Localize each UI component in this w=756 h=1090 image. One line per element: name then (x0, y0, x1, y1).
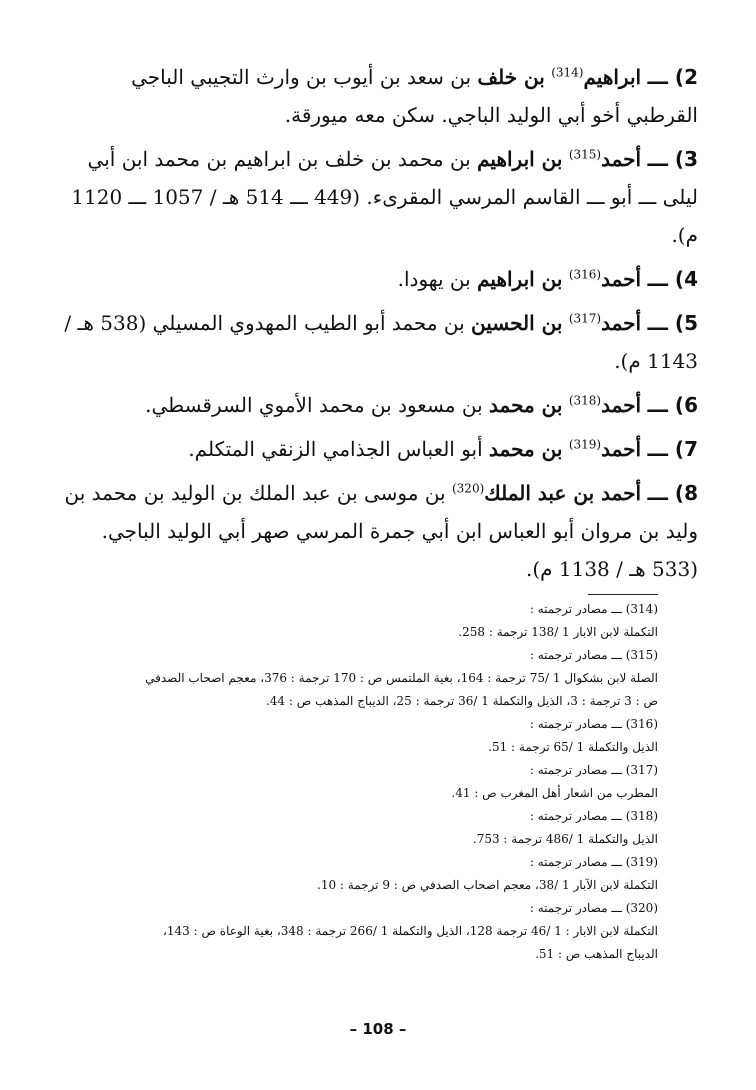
footnote-source: التكملة لابن الابار : 1 /46 ترجمة 128، الذيل والتكملة 1 /266 ترجمة : 348، بغية الوعاة ص : 143، (163, 924, 658, 938)
footnote-heading: (318) ـــ مصادر ترجمته : (529, 809, 658, 823)
footnote-ref: (315) (568, 147, 602, 162)
footnote-separator (588, 594, 658, 595)
entry-name: أحمد (601, 267, 642, 291)
footnote-source: الذيل والتكملة 1 /65 ترجمة : 51. (488, 740, 658, 754)
entry-lineage: بن الحسين (471, 311, 563, 335)
entry-4 (56, 260, 698, 298)
footnote-ref: (317) (568, 311, 602, 326)
footnote-heading: (319) ـــ مصادر ترجمته : (529, 855, 658, 869)
entry-text: أبو العباس الجذامي الزنقي المتكلم. (188, 437, 490, 461)
entry-text: بن محمد بن خلف بن ابراهيم بن محمد ابن أبي ليلى ـــ أبو ـــ القاسم المرسي المقرىء. (449 ـــ 514 هـ / 1057 ـــ 1120 م). (71, 147, 698, 247)
entry-3 (56, 140, 698, 254)
entry-name: أحمد (601, 393, 642, 417)
entry-6 (56, 386, 698, 424)
entry-text: بن سعد بن أيوب بن وارث التجيبي الباجي القرطبي أخو أبي الوليد الباجي. سكن معه ميورقة. (131, 65, 698, 127)
entry-number: 4) ـــ (647, 267, 698, 291)
entry-number: 8) ـــ (647, 481, 698, 505)
footnote-source: المطرب من اشعار أهل المغرب ص : 41. (451, 786, 658, 800)
footnote-source: ص : 3 ترجمة : 3، الذيل والتكملة 1 /36 ترجمة : 25، الديباج المذهب ص : 44. (265, 694, 658, 708)
footnote-ref: (320) (451, 481, 485, 496)
entry-5 (56, 304, 698, 380)
footnote-source: الذيل والتكملة 1 /486 ترجمة : 753. (472, 832, 658, 846)
entry-text: بن موسى بن عبد الملك بن الوليد بن محمد بن وليد بن مروان أبو العباس ابن أبي جمرة المرسي صهر أبي الوليد الباجي. (533 هـ / 1138 م). (64, 481, 698, 581)
entry-lineage: بن ابراهيم (477, 147, 563, 171)
entry-number: 3) ـــ (647, 147, 698, 171)
entry-text: بن مسعود بن محمد الأموي السرقسطي. (145, 393, 490, 417)
entry-lineage: بن محمد (489, 393, 563, 417)
entry-number: 2) ـــ (647, 65, 698, 89)
footnote-ref: (318) (568, 393, 602, 408)
footnote-ref: (316) (568, 267, 602, 282)
footnote-heading: (320) ـــ مصادر ترجمته : (529, 901, 658, 915)
footnote-source: التكملة لابن الابار 1 /138 ترجمة : 258. (458, 625, 658, 639)
entry-name: أحمد (601, 311, 642, 335)
footnote-ref: (319) (568, 437, 602, 452)
footnote-heading: (316) ـــ مصادر ترجمته : (529, 717, 658, 731)
entries-section (56, 58, 698, 594)
footnote-source: التكملة لابن الآبار 1 /38، معجم اصحاب الصدفي ص : 9 ترجمة : 10. (316, 878, 658, 892)
footnote-source: الصلة لابن بشكوال 1 /75 ترجمة : 164، بغية الملتمس ص : 170 ترجمة : 376، معجم اصحاب الصدفي (145, 671, 658, 685)
footnote-heading: (314) ـــ مصادر ترجمته : (529, 602, 658, 616)
entry-name: أحمد بن عبد الملك (484, 481, 642, 505)
entry-7 (56, 430, 698, 468)
footnote-heading: (315) ـــ مصادر ترجمته : (529, 648, 658, 662)
footnote-ref: (314) (551, 65, 584, 80)
footnote-source: الديباج المذهب ص : 51. (535, 947, 658, 961)
entry-2 (56, 58, 698, 134)
entry-name: أحمد (601, 437, 642, 461)
entry-text: بن يهودا. (397, 267, 478, 291)
entry-lineage: بن ابراهيم (477, 267, 563, 291)
entry-lineage: بن محمد (489, 437, 563, 461)
footnotes-section (50, 598, 658, 966)
entry-8 (56, 474, 698, 588)
footnote-heading: (317) ـــ مصادر ترجمته : (529, 763, 658, 777)
entry-number: 6) ـــ (647, 393, 698, 417)
entry-lineage: بن خلف (477, 65, 545, 89)
entry-number: 7) ـــ (647, 437, 698, 461)
entry-name: أحمد (601, 147, 642, 171)
entry-number: 5) ـــ (647, 311, 698, 335)
page-number: – 108 – (349, 1020, 407, 1038)
entry-text: بن محمد أبو الطيب المهدوي المسيلي (538 هـ / 1143 م). (64, 311, 698, 373)
entry-name: ابراهيم (583, 65, 642, 89)
